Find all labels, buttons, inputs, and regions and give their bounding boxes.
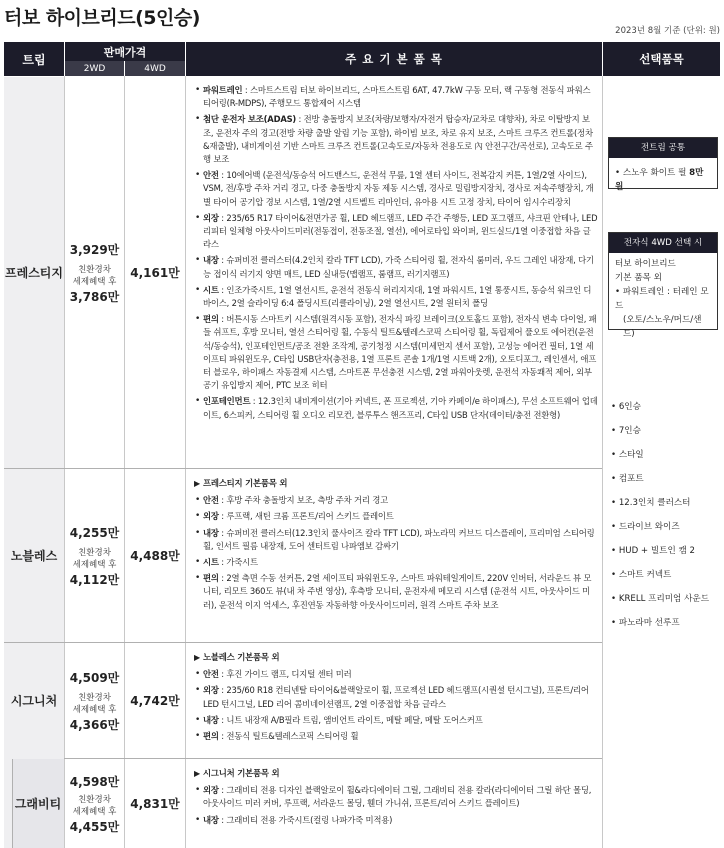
item-convenience (194, 572, 598, 612)
option-item[interactable]: • HUD + 빌트인 캠 2 (611, 546, 695, 556)
option-color-price: 8만원 (615, 168, 704, 192)
grid-vline (185, 76, 186, 848)
item-interior (194, 527, 598, 553)
header-trim (4, 42, 64, 76)
item-label: 내장 (203, 814, 219, 825)
item-label: 외장 (203, 685, 219, 696)
option-item-label: 6인승 (618, 402, 641, 412)
trim-signature-label: 시그니처 (10, 694, 58, 708)
item-label: 편의 (203, 573, 219, 584)
header-4wd-label: 4WD (144, 63, 166, 74)
price-2wd-value: 4,255만 (69, 525, 120, 540)
price-2wd-prestige (65, 77, 124, 468)
item-text: : 슈퍼비전 클러스터(12.3인치 풀사이즈 칼라 TFT LCD), 파노라믹 커브드 디스플레이, 프리미엄 스티어링 휠, 인서트 필름 내장재, 도어 센터트림 나파엠보 감싸기 (203, 527, 595, 551)
price-4wd-gravity (125, 759, 185, 848)
option-item[interactable]: • 6인승 (611, 402, 641, 412)
option-4wd-line4: (오토/스노우/머드/샌드) (623, 315, 702, 339)
header-price-label: 판매가격 (103, 45, 147, 59)
option-item-label: 스타일 (618, 450, 644, 460)
item-text: : 235/60 R18 컨티넨탈 타이어&블랙알로이 휠, 프로젝션 LED 헤드램프(시퀀셜 턴시그널), 프론트/리어 LED 턴시그널, LED 리어 콤비네이션램프, 2열 이중접합 차음 글라스 (203, 685, 589, 709)
price-after-tax: 4,112만 (69, 572, 120, 587)
option-4wd-line1: 터보 하이브리드 (615, 259, 676, 269)
option-4wd-desc (609, 253, 717, 345)
item-powertrain (194, 84, 598, 110)
item-label: 인포테인먼트 (203, 396, 251, 407)
item-safety (194, 169, 598, 209)
triangle-icon: ▶ (194, 653, 200, 662)
price-2wd-signature (65, 643, 124, 758)
eco-note (73, 692, 117, 716)
price-4wd-noblesse (125, 469, 185, 642)
section-head (194, 767, 598, 780)
item-label: 시트 (203, 557, 219, 568)
item-convenience (194, 313, 598, 392)
price-2wd-value: 3,929만 (69, 242, 120, 257)
item-exterior (194, 684, 598, 710)
option-box-title: 전자식 4WD 선택 시 (609, 233, 717, 253)
item-safety (194, 668, 598, 681)
header-2wd (65, 61, 124, 76)
option-4wd-line3: • 파워트레인 : 터레인 모드 (615, 287, 709, 311)
item-label: 외장 (203, 511, 219, 522)
item-text: : 인조가죽시트, 1열 열선시트, 운전석 전동식 허리지지대, 1열 파워시트, 1열 통풍시트, 동승석 워크인 디바이스, 2열 슬라이딩 6:4 폴딩시트(리클라이닝), 2열 열선시트, 2열 원터치 폴딩 (203, 284, 592, 309)
item-text: : 니트 내장재 A/B필라 트림, 앰비언트 라이트, 메탈 페달, 메탈 도어스커프 (218, 714, 483, 725)
header-items (186, 42, 602, 76)
item-interior (194, 814, 598, 827)
option-item[interactable]: • 12.3인치 클러스터 (611, 498, 691, 508)
item-text: : 2열 측면 수동 선커튼, 2열 세이프티 파워윈도우, 스마트 파워테일게이트, 220V 인버터, 서라운드 뷰 모니터, 리모트 360도 뷰(내 차 주변 영상), 후측방 모니터, 운전자세 메모리 시스템 (운전석 시트, 아웃사이드 미러), 운전석 이지 억세스, 후진연동 자동하향 아웃사이드미러, 원격 스마트 주차 보조 (203, 573, 592, 610)
option-item[interactable]: • KRELL 프리미엄 사운드 (611, 594, 709, 604)
item-label: 내장 (203, 714, 219, 725)
item-seat (194, 284, 598, 310)
trim-noblesse-label: 노블레스 (10, 549, 58, 563)
gravity-indent-line (12, 759, 13, 848)
item-text: : 그래비티 전용 가죽시트(컬링 나파가죽 미적용) (218, 814, 393, 825)
price-4wd-signature (125, 643, 185, 758)
item-safety (194, 494, 598, 507)
item-exterior (194, 510, 598, 523)
price-4wd-value: 4,742만 (130, 694, 180, 708)
item-label: 내장 (203, 527, 219, 538)
option-color-item[interactable]: • 스노우 화이트 펄 8만원 (615, 168, 704, 192)
trim-prestige-label: 프레스티지 (5, 266, 63, 280)
option-box-common (608, 137, 718, 192)
option-item[interactable]: • 드라이브 와이즈 (611, 522, 680, 532)
item-label: 파워트레인 (203, 85, 243, 95)
option-box-title: 전트림 공통 (609, 138, 717, 158)
option-color-label: 스노우 화이트 펄 (622, 168, 687, 178)
option-item-label: HUD + 빌트인 캠 2 (618, 546, 695, 556)
price-after-tax: 4,455만 (69, 819, 120, 834)
eco-note-line1: 친환경차 (78, 794, 111, 805)
eco-note-line2: 세제혜택 후 (72, 276, 117, 287)
item-text: : 10에어백 (운전석/동승석 어드밴스드, 운전석 무릎, 1열 센터 사이드, 전복감지 커튼, 1열/2열 사이드), VSM, 전/후방 주차 거리 경고, 다중 충돌방지 자동 제동 시스템, 경사로 밀림방지장치, 경사로 저속주행장치, 개별 타이어 공기압 경보 시스템, 1열/2열 시트벨트 리마인더, 유아용 시트 고정 장치, 타이어 임시수리장치 (203, 170, 594, 207)
item-label: 편의 (203, 314, 219, 325)
eco-note (73, 794, 117, 818)
trim-prestige (4, 77, 64, 468)
item-label: 시트 (203, 284, 219, 295)
option-item-label: KRELL 프리미엄 사운드 (618, 594, 709, 604)
item-text: : 12.3인치 내비게이션(기아 커넥트, 폰 프로젝션, 기아 카페이/e 하이패스), 무선 소프트웨어 업데이트, 6스피커, 스티어링 휠 오디오 리모컨, 블루투스 핸즈프리, C타입 USB 단자(데이터/충전 전환형) (203, 396, 598, 420)
triangle-icon: ▶ (194, 479, 200, 488)
item-text: : 스마트스트림 터보 하이브리드, 스마트스트림 6AT, 47.7kW 구동 모터, 랙 구동형 전동식 파워스티어링(R-MDPS), 주행모드 통합제어 시스템 (203, 85, 591, 109)
item-adas (194, 113, 598, 166)
item-interior (194, 714, 598, 727)
price-2wd-noblesse (65, 469, 124, 642)
item-label: 안전 (203, 669, 219, 680)
price-4wd-value: 4,488만 (130, 549, 180, 563)
page-title: 터보 하이브리드(5인승) (4, 7, 200, 29)
item-label: 외장 (203, 212, 219, 223)
grid-vline (602, 76, 603, 848)
item-infotainment (194, 395, 598, 421)
header-trim-label: 트림 (22, 52, 46, 67)
trim-noblesse (4, 469, 64, 642)
price-after-tax: 4,366만 (69, 717, 120, 732)
option-item-label: 파노라마 선루프 (618, 618, 680, 628)
trim-gravity (12, 759, 64, 848)
item-text: : 전동식 틸트&텔레스코픽 스티어링 휠 (218, 731, 359, 742)
item-text: : 루프랙, 새틴 크롬 프론트/리어 스키드 플레이트 (218, 511, 394, 522)
items-prestige (194, 84, 598, 425)
price-after-tax: 3,786만 (69, 289, 120, 304)
option-item[interactable]: • 7인승 (611, 426, 641, 436)
option-item[interactable]: • 스타일 (611, 450, 644, 460)
eco-note-line2: 세제혜택 후 (72, 559, 117, 570)
option-item[interactable]: • 컴포트 (611, 474, 644, 484)
item-convenience (194, 730, 598, 743)
item-text: : 235/65 R17 타이어&전면가공 휠, LED 헤드램프, LED 주간 주행등, LED 포그램프, 샤크핀 안테나, LED 리피터 일체형 아웃사이드미러(전동접이, 전동조절, 열선), 에어로타입 와이퍼, 윈드실드/1열 이중접합 차음 글라스 (203, 212, 598, 250)
price-2wd-value: 4,509만 (69, 670, 120, 685)
header-options-label: 선택품목 (639, 52, 684, 66)
eco-note-line1: 친환경차 (78, 264, 111, 275)
option-item[interactable]: • 스마트 커넥트 (611, 570, 672, 580)
triangle-icon: ▶ (194, 769, 200, 778)
item-label: 외장 (203, 785, 219, 796)
section-head (194, 651, 598, 664)
item-text: : 슈퍼비전 클러스터(4.2인치 칼라 TFT LCD), 가죽 스티어링 휠, 전자식 룸미러, 우드 그레인 내장재, 다기능 접이식 러기지 양면 매트, LED 실내등(맵램프, 룸램프, 러기지램프) (203, 255, 594, 279)
item-label: 안전 (203, 495, 219, 506)
option-item-label: 12.3인치 클러스터 (618, 498, 691, 508)
price-4wd-value: 4,161만 (130, 266, 180, 280)
option-4wd-line2: 기본 품목 외 (615, 273, 662, 283)
item-text: : 그래비티 전용 디자인 블랙알로이 휠&라디에이터 그릴, 그래비티 전용 칼라(라디에이터 그릴 하단 몰딩, 아웃사이드 미러 커버, 루프랙, 서라운드 몰딩, 휀더 가니쉬, 프론트/리어 스키드 플레이트) (203, 785, 592, 809)
trim-gravity-label: 그래비티 (14, 797, 62, 811)
eco-note-line1: 친환경차 (78, 547, 111, 558)
item-text: : 후진 가이드 램프, 디지털 센터 미러 (218, 669, 352, 680)
item-exterior (194, 784, 598, 810)
header-price (65, 42, 185, 61)
section-head (194, 477, 598, 490)
item-interior (194, 254, 598, 280)
item-text: : 가죽시트 (218, 557, 258, 568)
header-items-label: 주 요 기 본 품 목 (345, 52, 443, 66)
header-2wd-label: 2WD (83, 63, 106, 74)
option-item[interactable]: • 파노라마 선루프 (611, 618, 680, 628)
item-text: : 전방 충돌방지 보조(차량/보행자/자전거 탑승자/교차로 대향차), 차로 이탈방지 보조, 운전자 주의 경고(전방 차량 출발 알림 기능 포함), 하이빔 보조, 차로 유지 보조, 스마트 크루즈 컨트롤(정차&재출발), 내비게이션 기반 스마트 크루즈 컨트롤(고속도로/자동차 전용도로 內 안전구간/곡선로), 고속도로 주행 보조 (203, 114, 593, 165)
eco-note-line1: 친환경차 (78, 692, 111, 703)
section-head-label: 시그니처 기본품목 외 (202, 768, 280, 778)
eco-note (73, 547, 117, 571)
item-label: 안전 (203, 170, 219, 181)
item-label: 첨단 운전자 보조(ADAS) (203, 114, 297, 125)
option-item-label: 드라이브 와이즈 (618, 522, 680, 532)
eco-note-line2: 세제혜택 후 (72, 704, 117, 715)
option-4wd-line3-text: 파워트레인 : 터레인 모드 (615, 287, 709, 311)
items-signature (194, 651, 598, 746)
item-label: 편의 (203, 731, 219, 742)
section-head-label: 프레스티지 기본품목 외 (202, 478, 288, 488)
section-head-label: 노블레스 기본품목 외 (202, 652, 280, 662)
date-unit-note: 2023년 8월 기준 (단위: 원) (615, 26, 720, 36)
option-list (611, 400, 709, 640)
price-2wd-value: 4,598만 (69, 774, 120, 789)
item-seat (194, 556, 598, 569)
header-options (603, 42, 720, 76)
header-4wd (125, 61, 185, 76)
item-text: : 후방 주차 충돌방지 보조, 측방 주차 거리 경고 (218, 495, 389, 506)
option-item-label: 7인승 (618, 426, 641, 436)
price-2wd-gravity (65, 759, 124, 848)
item-text: : 버튼시동 스마트키 시스템(원격시동 포함), 전자식 파킹 브레이크(오토홀드 포함), 전자식 변속 다이얼, 패들 쉬프트, 후방 모니터, 열선 스티어링 휠, 수동식 틸트&텔레스코픽 스티어링 휠, 독립제어 풀오토 에어컨(운전석/동승석), 인포테인먼트/공조 전환 조작계, 공기청정 시스템(미세먼지 센서 포함), 고성능 에어컨 필터, 1열 세이프티 파워윈도우, C타입 USB단자(충전용, 1열 프론트 콘솔 1개/1열 시트백 2개), 오토디포그, 레인센서, 애프터 블로우, 하이패스 자동결제 시스템, 스마트폰 무선충전 시스템, 2열 파워아웃렛, 운전석 자동쾌적 제어, 외부공기 유입방지 제어, PTC 보조 히터 (203, 314, 597, 391)
item-label: 내장 (203, 255, 219, 266)
option-box-4wd (608, 232, 718, 339)
items-gravity (194, 767, 598, 830)
option-item-label: 스마트 커넥트 (618, 570, 672, 580)
price-4wd-prestige (125, 77, 185, 468)
option-item-label: 컴포트 (618, 474, 644, 484)
items-noblesse (194, 477, 598, 615)
item-exterior (194, 212, 598, 252)
eco-note-line2: 세제혜택 후 (72, 806, 117, 817)
price-4wd-value: 4,831만 (130, 797, 180, 811)
eco-note (73, 264, 117, 288)
